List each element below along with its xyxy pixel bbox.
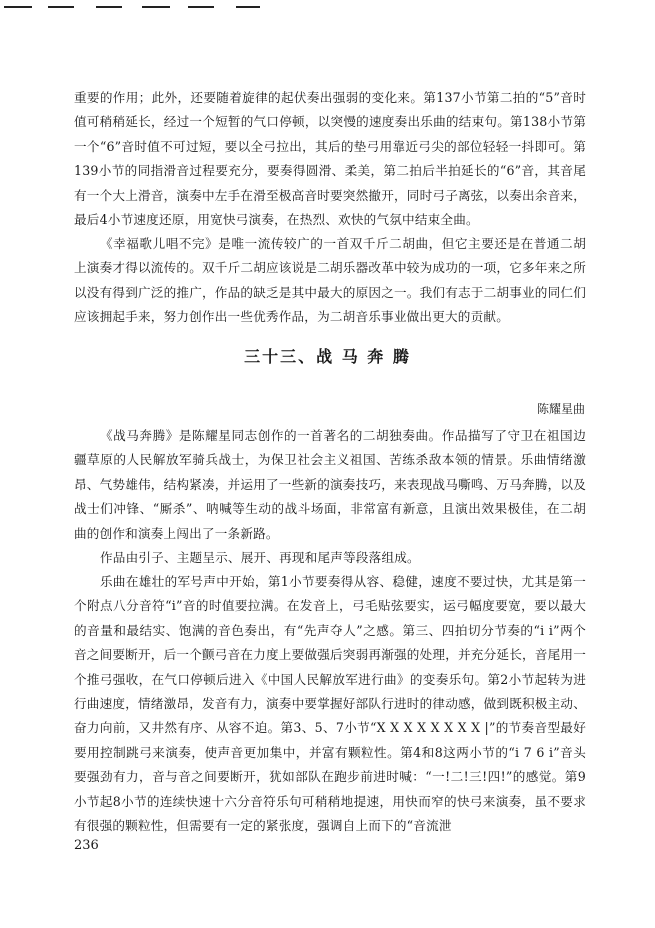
edge-mark <box>188 6 214 8</box>
section-title: 三十三、战 马 奔 腾 <box>244 347 411 366</box>
edge-mark <box>48 6 74 8</box>
intro-paragraph: 《战马奔腾》是陈耀星同志创作的一首著名的二胡独奏曲。作品描写了守卫在祖国边疆草原的人民解放军骑兵战士，为保卫社会主义祖国、苦练杀敌本领的情景。乐曲情绪激昂、气势雄伟，结构紧凑，并运用了一些新的演奏技巧，来表现战马嘶鸣、万马奔腾，以及战士们冲锋、“厮杀”、呐喊等生动的战斗场面，非常富有新意，且演出效果极佳，在二胡曲的创作和演奏上闯出了一条新路。 <box>74 428 586 541</box>
second-paragraph: 《幸福歌儿唱不完》是唯一流传较广的一首双千斤二胡曲，但它主要还是在普通二胡上演奏才得以流传的。双千斤二胡应该说是二胡乐器改革中较为成功的一项，它多年来之所以没有得到广泛的推广，作品的缺乏是其中最大的原因之一。我们有志于二胡事业的同仁们应该拥起手来，努力创作出一些优秀作品，为二胡音乐事业做出更大的贡献。 <box>74 236 586 325</box>
structure-paragraph: 作品由引子、主题呈示、展开、再现和尾声等段落组成。 <box>100 550 420 565</box>
edge-mark <box>236 6 260 8</box>
scan-edge-marks <box>0 0 655 14</box>
page-number: 236 <box>74 838 99 853</box>
author-credit: 陈耀星曲 <box>536 402 585 416</box>
performance-paragraph: 乐曲在雄壮的军号声中开始，第1小节要奏得从容、稳健，速度不要过快，尤其是第一个附点八分音符“i”音的时值要拉满。在发音上，弓毛贴弦要实，运弓幅度要宽，要以最大的音量和最结实、饱满的音色奏出，有“先声夺人”之感。第三、四拍切分节奏的“i i”两个音之间要断开，后一个颤弓音在力度上要做强后突弱再渐强的处理，并充分延长，音尾用一个推弓强收，在气口停顿后进入《中国人民解放军进行曲》的变奏乐句。第2小节起转为进行曲速度，情绪激昂，发音有力，演奏中要掌握好部队行进时的律动感，做到既积极主动、奋力向前，又井然有序、从容不迫。第3、5、7小节“X X X X X X X X |”的节奏音型最好要用控制跳弓来演奏，使声音更加集中，并富有颗粒性。第4和8这两小节的“i 7 6 i”音头要强劲有力，音与音之间要断开，犹如部队在跑步前进时喊：“一!二!三!四!”的感觉。第9小节起8小节的连续快速十六分音符乐句可稍稍地提速，用快而窄的快弓来演奏，虽不要求有很强的颗粒性，但需要有一定的紧张度，强调自上而下的“音流泄 <box>74 574 586 834</box>
top-paragraph: 重要的作用；此外，还要随着旋律的起伏奏出强弱的变化来。第137小节第二拍的“5”音时值可稍稍延长，经过一个短暂的气口停顿，以突慢的速度奏出乐曲的结束句。第138小节第一个“6”音时值不可过短，要以全弓拉出，其后的垫弓用靠近弓尖的部位轻轻一抖即可。第139小节的同指滑音过程要充分，要奏得圆滑、柔美，第二拍后半拍延长的“6”音，其音尾有一个大上滑音，演奏中左手在滑至极高音时要突然撤开，同时弓子离弦，以奏出余音来，最后4小节速度还原，用宽快弓演奏，在热烈、欢快的气氛中结束全曲。 <box>74 90 586 228</box>
edge-mark <box>142 6 170 8</box>
edge-mark <box>96 6 122 8</box>
edge-mark <box>4 6 32 8</box>
